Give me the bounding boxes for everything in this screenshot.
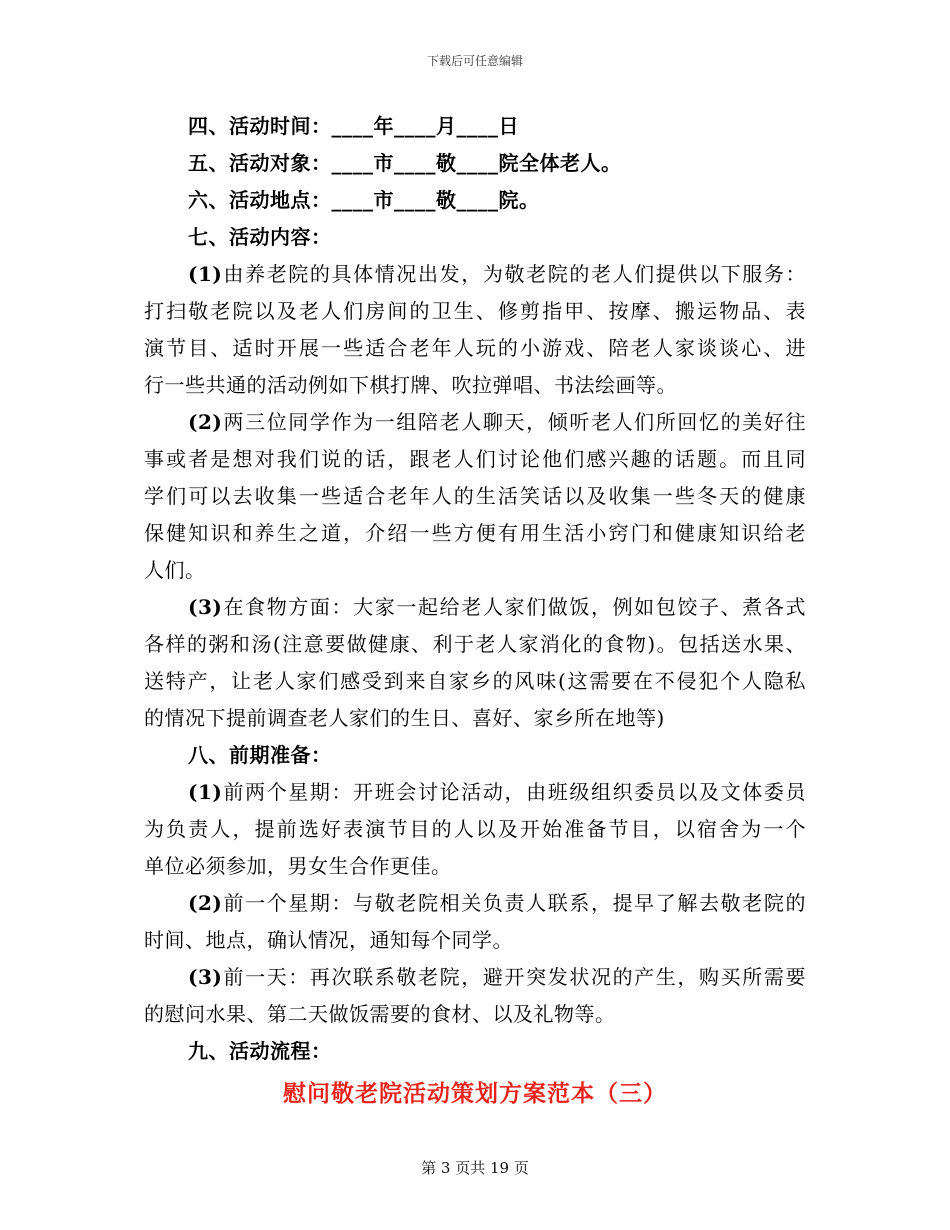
text-line: 送特产，让老人家们感受到来自家乡的风味(这需要在不侵犯个人隐私 (144, 669, 806, 693)
text-line: 各样的粥和汤(注意要做健康、利于老人家消化的食物)。包括送水果、 (144, 632, 806, 656)
text-line: 行一些共通的活动例如下棋打牌、吹拉弹唱、书法绘画等。 (144, 373, 677, 397)
text-line: 的慰问水果、第二天做饭需要的食材、以及礼物等。 (144, 1002, 616, 1026)
text-line: 为负责人，提前选好表演节目的人以及开始准备节目，以宿舍为一个 (144, 817, 806, 841)
text-line: 前一个星期：与敬老院相关负责人联系，提早了解去敬老院的 (222, 891, 806, 915)
text-line: 事或者是想对我们说的话，跟老人们讨论他们感兴趣的话题。而且同 (144, 447, 806, 471)
text-line: 在食物方面：大家一起给老人家们做饭，例如包饺子、煮各式 (222, 595, 806, 619)
paragraph-prep-3 (144, 959, 806, 1033)
section-title: 慰问敬老院活动策划方案范本（三） (283, 1080, 667, 1107)
text-line: 的情况下提前调查老人家们的生日、喜好、家乡所在地等) (144, 706, 665, 730)
paragraph-content-1 (144, 256, 806, 404)
text-line: 前两个星期：开班会讨论活动，由班级组织委员以及文体委员 (222, 780, 806, 804)
item-number: (1) (188, 262, 223, 286)
text-line: 前一天：再次联系敬老院，避开突发状况的产生，购买所需要 (222, 965, 806, 989)
preparation-heading: 八、前期准备： (188, 743, 332, 767)
item-number: (1) (188, 780, 223, 804)
text-line: 演节目、适时开展一些适合老年人玩的小游戏、陪老人家谈谈心、进 (144, 336, 806, 360)
text-line: 单位必须参加，男女生合作更佳。 (144, 854, 452, 878)
item-number: (2) (188, 410, 223, 434)
item-number: (3) (188, 595, 223, 619)
page-footer: 第 3 页共 19 页 (421, 1159, 529, 1177)
paragraph-content-3 (144, 589, 806, 737)
item-number: (3) (188, 965, 223, 989)
page-header: 下载后可任意编辑 (426, 54, 523, 68)
text-line: 两三位同学作为一组陪老人聊天，倾听老人们所回忆的美好往 (222, 410, 806, 434)
flow-heading: 九、活动流程： (188, 1039, 332, 1063)
text-line: 人们。 (144, 558, 206, 582)
paragraph-prep-1 (144, 774, 806, 885)
activity-object: 五、活动对象：____市____敬____院全体老人。 (188, 151, 622, 175)
text-line: 由养老院的具体情况出发，为敬老院的老人们提供以下服务： (222, 262, 806, 286)
activity-time: 四、活动时间：____年____月____日 (188, 114, 519, 138)
text-line: 时间、地点，确认情况，通知每个同学。 (144, 928, 513, 952)
paragraph-content-2 (144, 404, 806, 589)
activity-content-heading: 七、活动内容： (188, 225, 332, 249)
item-number: (2) (188, 891, 223, 915)
text-line: 打扫敬老院以及老人们房间的卫生、修剪指甲、按摩、搬运物品、表 (144, 299, 806, 323)
activity-place: 六、活动地点：____市____敬____院。 (188, 188, 540, 212)
document-body (144, 108, 806, 1070)
paragraph-prep-2 (144, 885, 806, 959)
text-line: 学们可以去收集一些适合老年人的生活笑话以及收集一些冬天的健康 (144, 484, 806, 508)
text-line: 保健知识和养生之道，介绍一些方便有用生活小窍门和健康知识给老 (144, 521, 806, 545)
